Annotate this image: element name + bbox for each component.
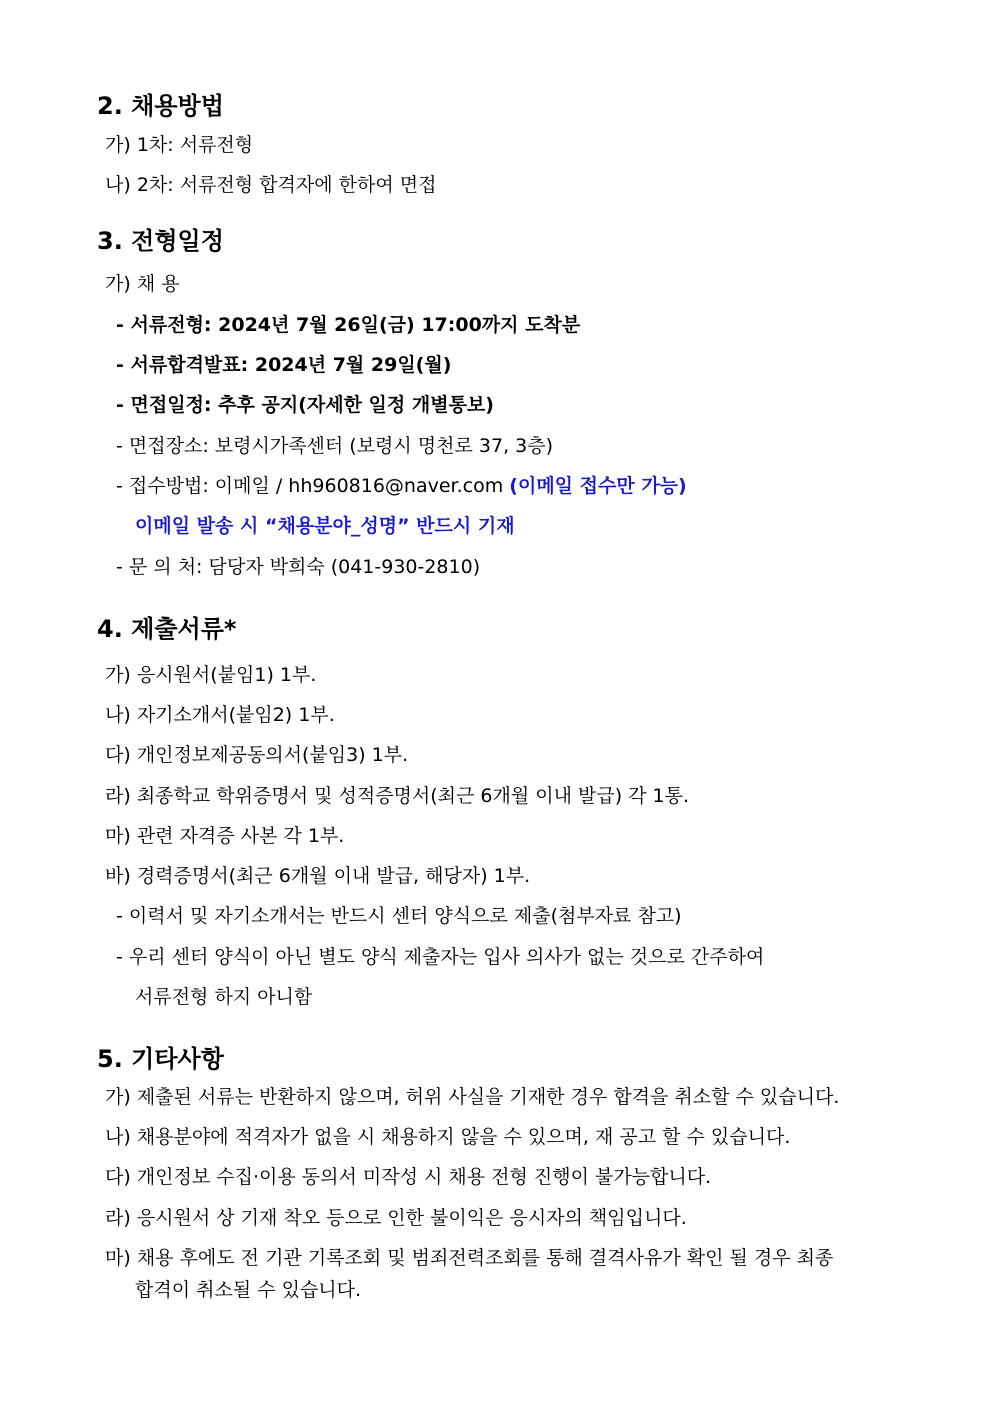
list-item-text: 개인정보 수집·이용 동의서 미작성 시 채용 전형 진행이 불가능합니다.	[136, 1166, 712, 1188]
list-item	[105, 1164, 711, 1190]
list-marker: 가)	[105, 1086, 131, 1108]
list-item-text: 2차: 서류전형 합격자에 한하여 면접	[136, 174, 437, 196]
schedule-item	[116, 352, 451, 378]
list-item-text: 채용 후에도 전 기관 기록조회 및 범죄전력조회를 통해 결격사유가 확인 될 경우 최종	[136, 1247, 834, 1269]
dash: -	[116, 556, 123, 578]
list-item	[105, 702, 335, 728]
list-item-text: 1차: 서류전형	[136, 134, 254, 156]
list-item-text: 응시원서(붙임1) 1부.	[136, 664, 317, 686]
list-marker: 바)	[105, 865, 131, 887]
list-item-text: 채 용	[136, 273, 180, 295]
schedule-item	[116, 392, 494, 418]
list-item	[105, 1245, 833, 1271]
list-marker: 라)	[105, 1207, 131, 1229]
list-item-text: 최종학교 학위증명서 및 성적증명서(최근 6개월 이내 발급) 각 1통.	[136, 785, 690, 807]
section-2-title: 2. 채용방법	[97, 92, 224, 120]
email-subject-note: 이메일 발송 시 “채용분야_성명” 반드시 기재	[135, 515, 515, 537]
schedule-text: 면접일정: 추후 공지(자세한 일정 개별통보)	[130, 394, 494, 416]
dash: -	[116, 435, 123, 457]
schedule-item	[116, 554, 480, 580]
list-marker: 가)	[105, 273, 131, 295]
schedule-item	[116, 473, 687, 499]
note-item	[116, 903, 682, 929]
list-item-text: 관련 자격증 사본 각 1부.	[136, 825, 345, 847]
list-item	[105, 742, 408, 768]
dash: -	[116, 946, 123, 968]
note-text: 우리 센터 양식이 아닌 별도 양식 제출자는 입사 의사가 없는 것으로 간주하여	[128, 946, 765, 968]
schedule-item	[116, 433, 553, 459]
list-marker: 다)	[105, 1166, 131, 1188]
list-marker: 마)	[105, 825, 131, 847]
dash: -	[116, 905, 123, 927]
list-item	[105, 783, 689, 809]
list-item	[105, 662, 316, 688]
section-3-title: 3. 전형일정	[97, 227, 224, 255]
list-marker: 마)	[105, 1247, 131, 1269]
list-item	[105, 1084, 839, 1110]
list-marker: 다)	[105, 744, 131, 766]
list-item-text: 자기소개서(붙임2) 1부.	[136, 704, 335, 726]
list-marker: 나)	[105, 704, 131, 726]
schedule-text: 서류합격발표: 2024년 7월 29일(월)	[130, 354, 452, 376]
list-item	[105, 1205, 687, 1231]
list-marker: 나)	[105, 1126, 131, 1148]
list-item-text: 제출된 서류는 반환하지 않으며, 허위 사실을 기재한 경우 합격을 취소할 수 있습니다.	[136, 1086, 840, 1108]
section-5-title: 5. 기타사항	[97, 1045, 224, 1073]
dash: -	[116, 354, 124, 376]
list-marker: 나)	[105, 174, 131, 196]
list-item-continuation: 합격이 취소될 수 있습니다.	[135, 1279, 362, 1301]
list-item-text: 개인정보제공동의서(붙임3) 1부.	[136, 744, 409, 766]
list-item-text: 채용분야에 적격자가 없을 시 채용하지 않을 수 있으며, 재 공고 할 수 있습니다.	[136, 1126, 791, 1148]
list-marker: 가)	[105, 134, 131, 156]
list-item	[105, 132, 253, 158]
schedule-text: 접수방법: 이메일 / hh960816@naver.com	[128, 475, 504, 497]
list-item-text: 응시원서 상 기재 착오 등으로 인한 불이익은 응시자의 책임입니다.	[136, 1207, 687, 1229]
email-only-note: (이메일 접수만 가능)	[509, 475, 687, 497]
section-4-title: 4. 제출서류*	[97, 615, 237, 643]
list-item	[105, 863, 530, 889]
note-continuation: 서류전형 하지 아니함	[135, 986, 313, 1008]
note-text: 이력서 및 자기소개서는 반드시 센터 양식으로 제출(첨부자료 참고)	[128, 905, 682, 927]
schedule-text: 서류전형: 2024년 7월 26일(금) 17:00까지 도착분	[130, 314, 581, 336]
schedule-text: 문 의 처: 담당자 박희숙 (041-930-2810)	[128, 556, 481, 578]
list-marker: 라)	[105, 785, 131, 807]
schedule-item	[116, 312, 580, 338]
list-item	[105, 271, 180, 297]
list-item	[105, 823, 344, 849]
dash: -	[116, 475, 123, 497]
list-item-text: 경력증명서(최근 6개월 이내 발급, 해당자) 1부.	[136, 865, 531, 887]
schedule-text: 면접장소: 보령시가족센터 (보령시 명천로 37, 3층)	[128, 435, 554, 457]
list-marker: 가)	[105, 664, 131, 686]
dash: -	[116, 314, 124, 336]
note-item	[116, 944, 764, 970]
dash: -	[116, 394, 124, 416]
list-item	[105, 172, 436, 198]
list-item	[105, 1124, 790, 1150]
